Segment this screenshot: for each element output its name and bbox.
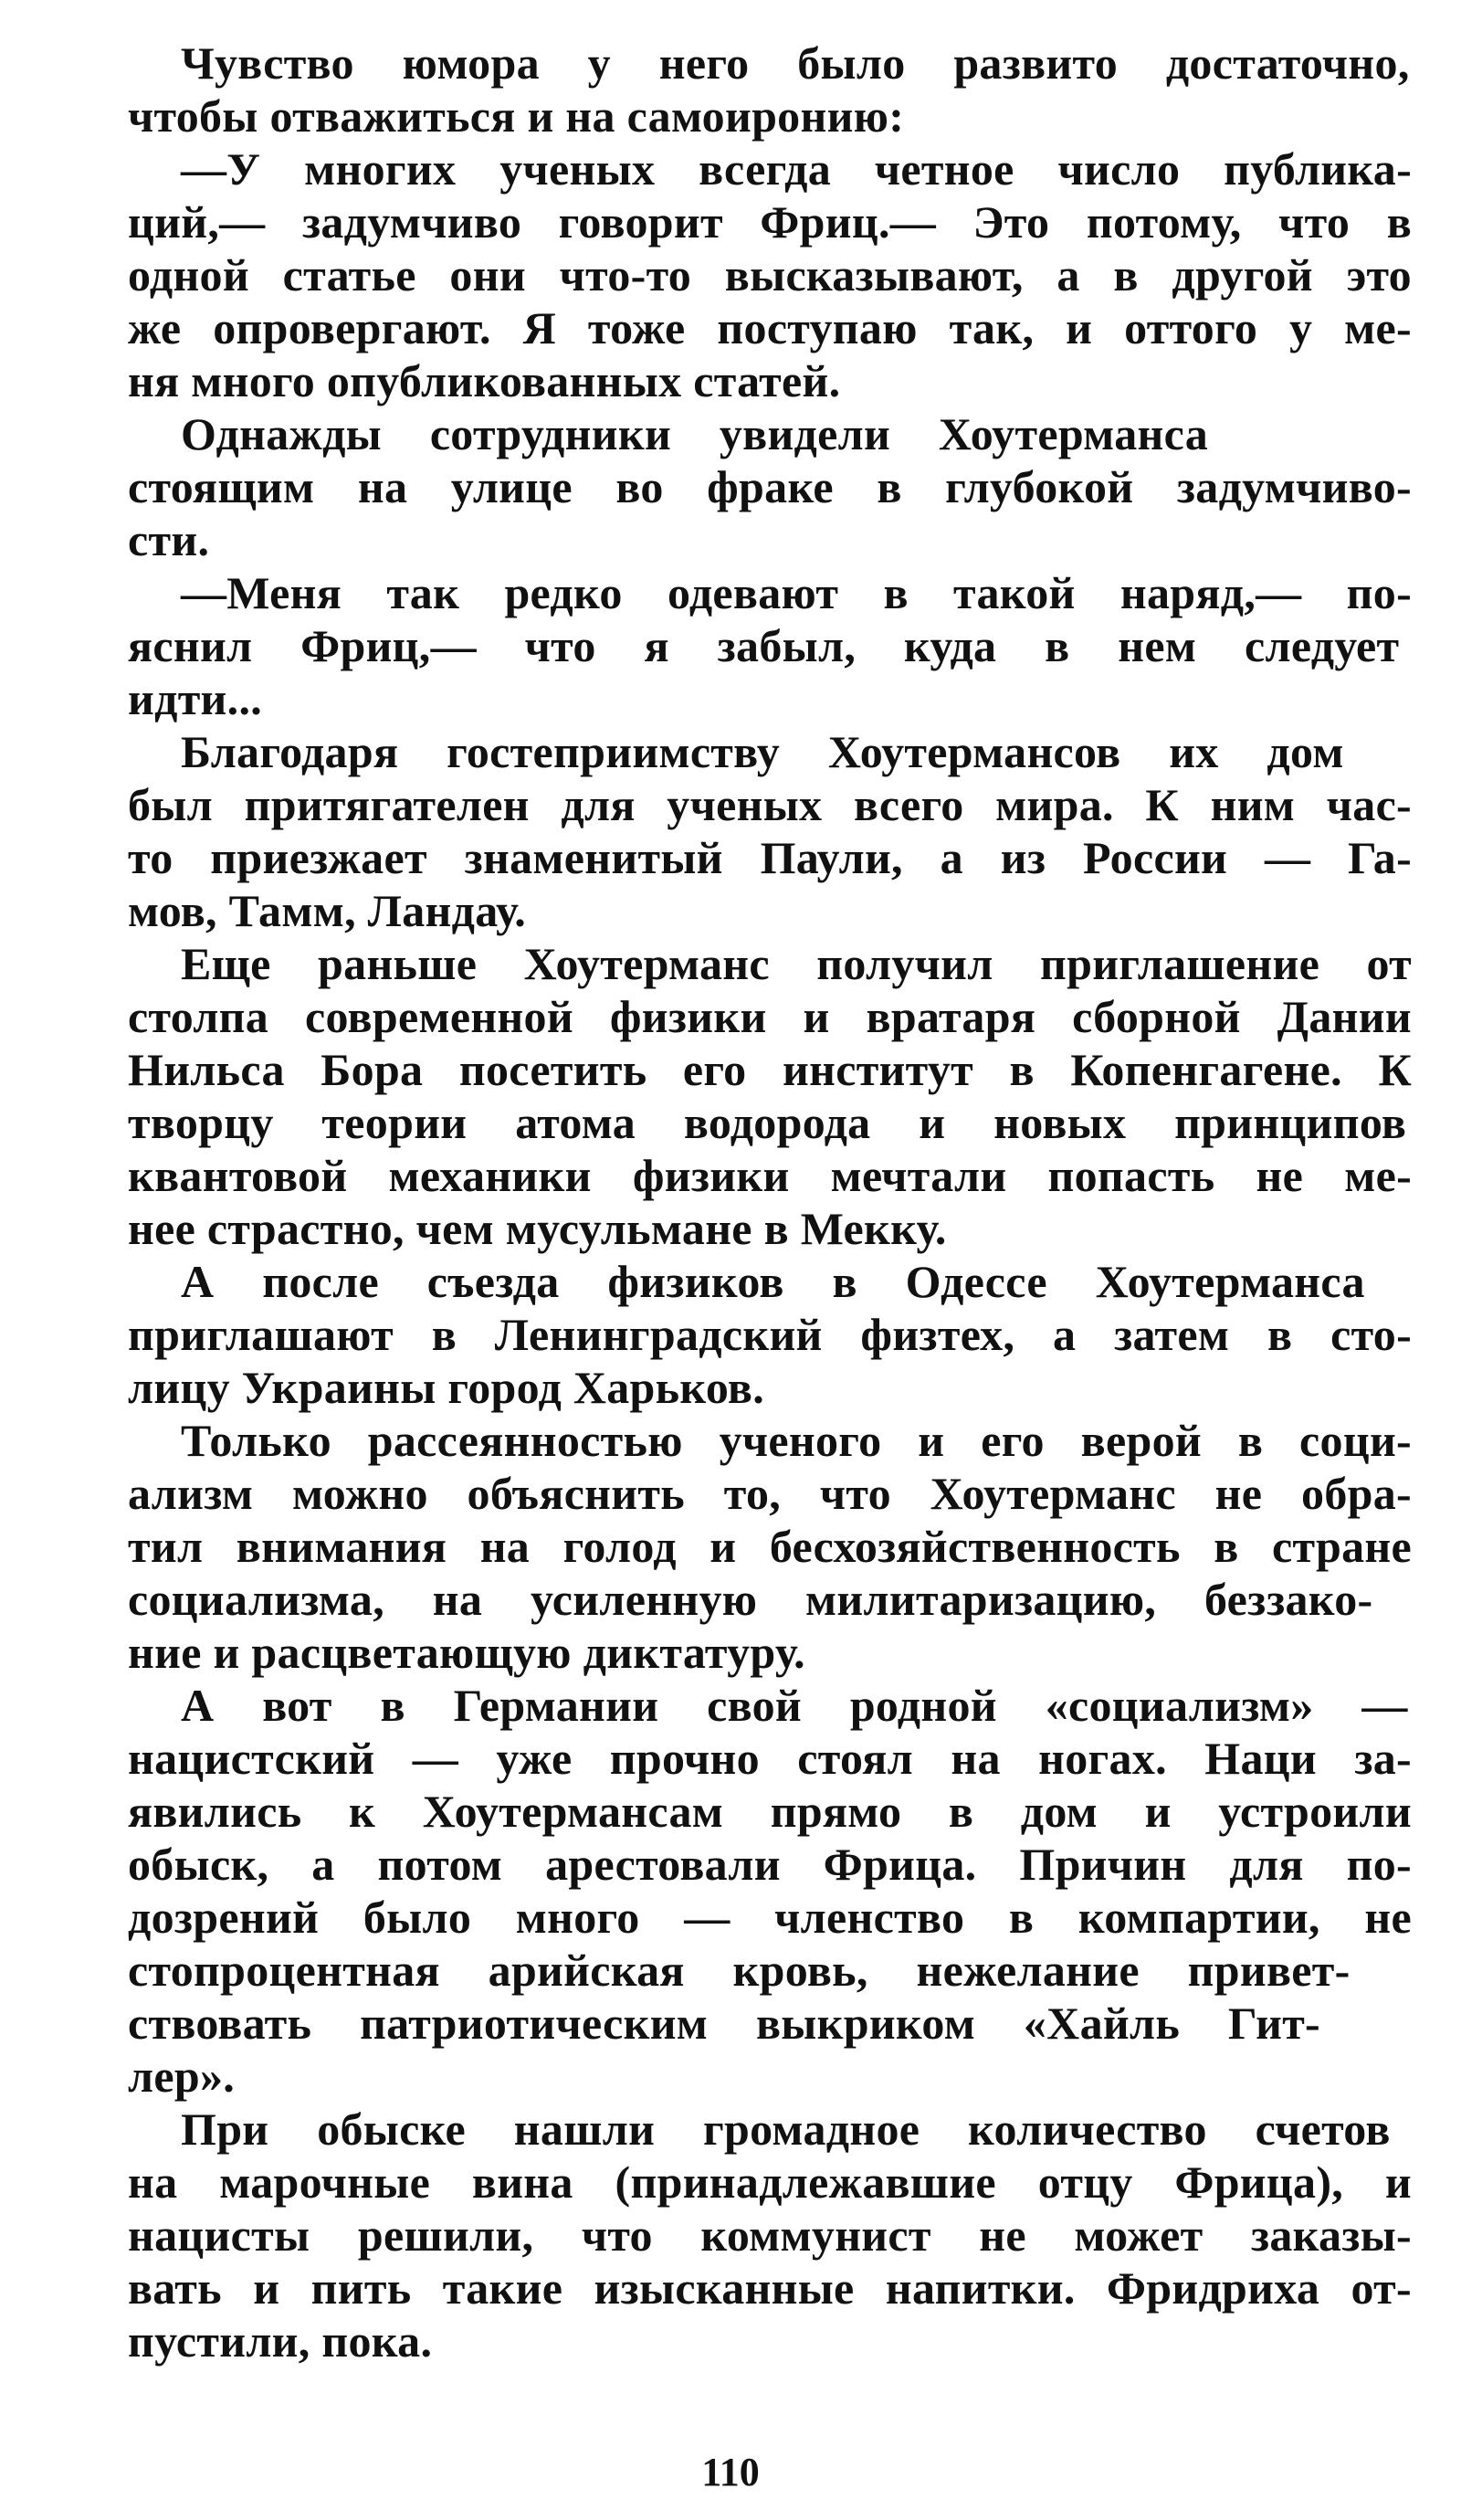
paragraph xyxy=(128,37,1412,142)
text-line: —Меня так редко одевают в такой наряд,— по- xyxy=(181,567,1413,618)
text-line: идти... xyxy=(128,673,263,724)
paragraph xyxy=(128,1255,1412,1414)
text-line: на марочные вина (принадлежавшие отцу Фрица), и xyxy=(128,2156,1412,2208)
text-line: столпа современной физики и вратаря сборной Дании xyxy=(128,991,1413,1042)
text-line: вать и пить такие изысканные напитки. Фридриха от- xyxy=(128,2262,1412,2314)
text-line: При обыске нашли громадное количество счетов xyxy=(181,2104,1391,2155)
text-line: мов, Тамм, Ландау. xyxy=(128,885,527,936)
text-line: ализм можно объяснить то, что Хоутерманс не обра- xyxy=(128,1468,1413,1519)
paragraph xyxy=(128,566,1412,725)
page-number: 110 xyxy=(701,2450,760,2494)
text-line: нее страстно, чем мусульмане в Мекку. xyxy=(128,1203,947,1254)
text-line: чтобы отважиться и на самоиронию: xyxy=(128,90,905,142)
paragraph xyxy=(128,937,1412,1255)
paragraph xyxy=(128,142,1412,407)
text-line: дозрений было много — членство в компартии, не xyxy=(128,1892,1412,1943)
text-line: нацисты решили, что коммунист не может заказы- xyxy=(128,2209,1412,2261)
paragraph xyxy=(128,725,1412,937)
text-line: А вот в Германии свой родной «социализм» — xyxy=(181,1680,1408,1731)
text-line: явились к Хоутермансам прямо в дом и устроили xyxy=(128,1786,1412,1837)
text-line: Чувство юмора у него было развито достаточно, xyxy=(181,37,1410,89)
text-line: А после съезда физиков в Одессе Хоутерманса xyxy=(181,1256,1365,1307)
text-line: творцу теории атома водорода и новых принципов xyxy=(128,1097,1407,1148)
paragraph xyxy=(128,1679,1412,2103)
text-line: лицу Украины город Харьков. xyxy=(128,1362,765,1413)
paragraph xyxy=(128,407,1412,566)
text-line: был притягателен для ученых всего мира. К ним час- xyxy=(128,779,1413,830)
text-line: Однажды сотрудники увидели Хоутерманса xyxy=(181,408,1209,459)
text-line: Еще раньше Хоутерманс получил приглашение от xyxy=(181,938,1413,989)
paragraph xyxy=(128,1414,1412,1679)
text-line: обыск, а потом арестовали Фрица. Причин для по- xyxy=(128,1839,1413,1890)
text-line: ций,— задумчиво говорит Фриц.— Это потому, что в xyxy=(128,196,1413,248)
text-line: ствовать патриотическим выкриком «Хайль Гит- xyxy=(128,1998,1321,2049)
book-page-text xyxy=(128,37,1412,2367)
text-line: пустили, пока. xyxy=(128,2315,433,2367)
text-line: стоящим на улице во фраке в глубокой задумчиво- xyxy=(128,461,1412,512)
text-line: то приезжает знаменитый Паули, а из России — Га- xyxy=(128,832,1413,883)
text-line: одной статье они что-то высказывают, а в другой это xyxy=(128,249,1412,301)
text-line: социализма, на усиленную милитаризацию, беззако- xyxy=(128,1574,1373,1625)
text-line: ня много опубликованных статей. xyxy=(128,355,841,406)
text-line: сти. xyxy=(128,514,210,565)
text-line: —У многих ученых всегда четное число публика- xyxy=(181,143,1413,195)
text-line: же опровергают. Я тоже поступаю так, и оттого у ме- xyxy=(128,302,1412,353)
text-line: лер». xyxy=(128,2051,236,2102)
text-line: нацистский — уже прочно стоял на ногах. Наци за- xyxy=(128,1733,1412,1784)
text-line: Нильса Бора посетить его институт в Копенгагене. К xyxy=(128,1044,1413,1095)
text-line: яснил Фриц,— что я забыл, куда в нем следует xyxy=(128,620,1400,671)
text-line: стопроцентная арийская кровь, нежелание привет- xyxy=(128,1945,1351,1996)
text-line: квантовой механики физики мечтали попасть не ме- xyxy=(128,1150,1413,1201)
text-line: тил внимания на голод и бесхозяйственность в стране xyxy=(128,1521,1413,1572)
text-line: ние и расцветающую диктатуру. xyxy=(128,1627,805,1678)
text-line: Только рассеянностью ученого и его верой в соци- xyxy=(181,1415,1413,1466)
text-line: приглашают в Ленинградский физтех, а затем в сто- xyxy=(128,1309,1413,1360)
text-line: Благодаря гостеприимству Хоутермансов их дом xyxy=(181,726,1344,777)
paragraph xyxy=(128,2103,1412,2367)
